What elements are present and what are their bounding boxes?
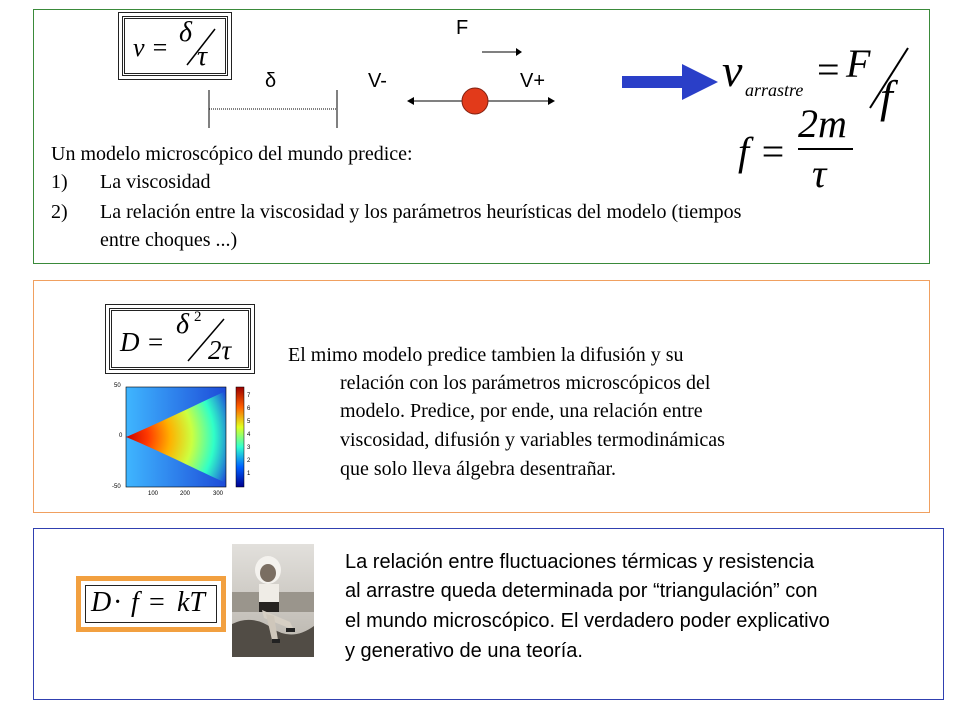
force-label: F	[456, 17, 469, 39]
panel2-line-4: viscosidad, difusión y variables termodinámicas	[340, 429, 725, 451]
diffusion-heatmap	[104, 381, 284, 509]
velocity-formula-denominator: τ	[197, 41, 208, 72]
diffusion-heatmap-graphic	[104, 381, 284, 509]
diffusion-panel	[33, 280, 930, 513]
einstein-d: D	[91, 587, 112, 618]
colorbar-tick: 1	[247, 471, 251, 477]
diffusion-formula-numerator: δ	[176, 309, 190, 340]
panel2-line-2: relación con los parámetros microscópicos del	[340, 372, 711, 394]
panel1-item-2-text: La relación entre la viscosidad y los parámetros heurísticas del modelo (tiempos	[100, 201, 742, 223]
heatmap-x-tick: 100	[148, 491, 159, 497]
colorbar-tick: 4	[247, 432, 251, 438]
diffusion-formula-denominator: 2τ	[208, 335, 232, 365]
v-plus-label: V+	[520, 70, 546, 92]
drag-formula-numerator: F	[846, 41, 871, 86]
v-minus-label: V-	[368, 70, 387, 92]
einstein-relation-box	[76, 576, 226, 632]
friction-formula-numerator: 2m	[798, 101, 847, 146]
heatmap-x-tick: 200	[180, 491, 191, 497]
panel3-line-3: el mundo microscópico. El verdadero poder explicativo	[345, 610, 830, 632]
heatmap-y-tick: 50	[114, 383, 121, 389]
drag-formula-equals: =	[817, 47, 840, 92]
diffusion-formula-box	[109, 308, 251, 370]
colorbar-tick: 7	[247, 393, 251, 399]
panel3-line-2: al arrastre queda determinada por “triangulación” con	[345, 580, 818, 602]
panel2-line-1: El mimo modelo predice tambien la difusión y su	[288, 344, 684, 366]
panel1-item-1-text: La viscosidad	[100, 171, 211, 193]
panel1-item-1-number: 1)	[51, 171, 68, 193]
panel2-line-5: que solo lleva álgebra desentrañar.	[340, 458, 616, 480]
diffusion-formula-lhs: D =	[120, 327, 165, 357]
panel2-line-3: modelo. Predice, por ende, una relación entre	[340, 400, 703, 422]
left-arrowhead-icon	[407, 97, 414, 105]
heatmap-x-tick: 300	[213, 491, 224, 497]
colorbar-tick: 6	[247, 406, 251, 412]
panel3-line-1: La relación entre fluctuaciones térmicas y resistencia	[345, 551, 815, 573]
velocity-formula-lhs: v =	[133, 33, 169, 62]
fluctuation-panel	[33, 528, 944, 700]
portrait-photo-graphic	[232, 544, 314, 657]
particle-ball	[462, 88, 488, 114]
colorbar-tick: 3	[247, 445, 251, 451]
friction-formula-denominator: τ	[812, 151, 827, 196]
drag-velocity-subscript: arrastre	[745, 80, 804, 100]
force-arrow	[482, 46, 522, 58]
diffusion-formula-exponent: 2	[194, 309, 202, 325]
drag-velocity-symbol: v	[722, 45, 743, 96]
particle-motion-diagram	[406, 86, 556, 118]
einstein-kt: kT	[177, 587, 205, 618]
drag-formula-denominator: f	[880, 71, 893, 122]
colorbar-tick: 2	[247, 458, 251, 464]
velocity-formula-numerator: δ	[179, 17, 193, 48]
heatmap-y-tick: -50	[112, 484, 121, 490]
implies-arrow-icon	[622, 62, 722, 104]
heatmap-y-tick: 0	[119, 433, 123, 439]
right-arrowhead-icon	[548, 97, 555, 105]
panel1-item-2-number: 2)	[51, 201, 68, 223]
panel1-intro: Un modelo microscópico del mundo predice:	[51, 143, 413, 165]
einstein-dot: ·	[113, 587, 123, 618]
viscosity-panel	[33, 9, 930, 264]
velocity-formula-box	[122, 16, 228, 76]
panel3-line-4: y generativo de una teoría.	[345, 640, 583, 662]
einstein-f: f	[131, 587, 139, 618]
friction-formula-lhs: f =	[738, 129, 787, 174]
delta-label: δ	[265, 70, 277, 92]
delta-distance-bracket	[204, 88, 344, 130]
colorbar-tick: 5	[247, 419, 251, 425]
panel1-item-2-continuation: entre choques ...)	[100, 229, 238, 251]
portrait-photo	[232, 544, 314, 657]
einstein-equals: =	[149, 587, 165, 618]
